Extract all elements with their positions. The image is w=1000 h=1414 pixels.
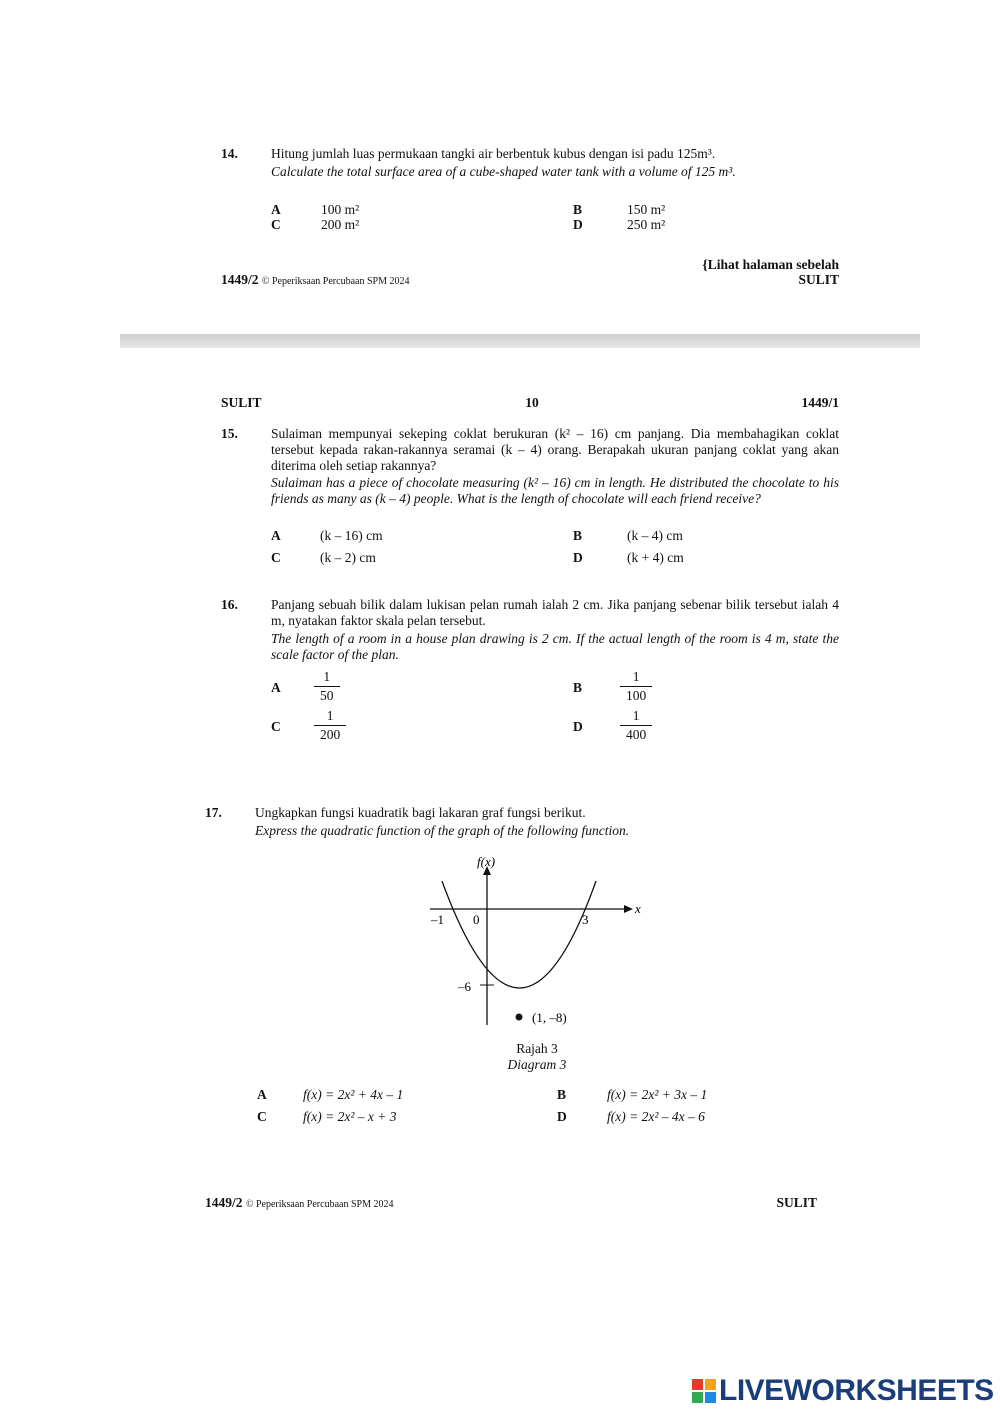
q14-option-a-text: 100 m² [321,202,360,217]
question-17-number: 17. [205,805,222,820]
x-axis-arrow [624,905,633,913]
question-14-malay: Hitung jumlah luas permukaan tangki air berbentuk kubus dengan isi padu 125m³. [271,146,716,161]
question-15-number: 15. [221,426,238,441]
footer-2-sulit: SULIT [776,1195,817,1210]
logo-square-blue [705,1392,716,1403]
liveworksheets-logo[interactable] [692,1374,994,1408]
question-14-english: Calculate the total surface area of a cube-shaped water tank with a volume of 125 m³. [271,164,736,179]
q17-option-b-letter: B [557,1087,567,1102]
question-16-malay: Panjang sebuah bilik dalam lukisan pelan rumah ialah 2 cm. Jika panjang sebenar bilik tersebut ialah 4 m, nyatakan faktor skala pelan tersebut. [271,597,839,628]
q17-option-a-text: f(x) = 2x² + 4x – 1 [303,1087,404,1102]
q16-option-c-denominator: 200 [320,727,341,742]
q14-option-a-letter: A [271,202,281,217]
q17-option-a-letter: A [257,1087,267,1102]
q14-option-d-text: 250 m² [627,217,666,232]
footer-2-code: 1449/2 [205,1195,243,1210]
footer-1-sulit: SULIT [798,272,839,287]
label-minus-1: –1 [431,912,444,927]
q15-option-c-text: (k – 2) cm [320,550,376,565]
q14-option-c-letter: C [271,217,281,232]
q15-option-b-text: (k – 4) cm [627,528,683,543]
q16-option-b-fraction [620,668,652,705]
q16-option-a-letter: A [271,680,281,695]
q16-option-c-fraction [314,707,346,744]
question-17-english: Express the quadratic function of the graph of the following function. [255,823,630,838]
header-2-code: 1449/1 [801,395,839,410]
q15-option-a-text: (k – 16) cm [320,528,383,543]
question-16-english: The length of a room in a house plan drawing is 2 cm. If the actual length of the room is 4 m, state the scale factor of the plan. [271,631,839,662]
q17-option-c-text: f(x) = 2x² – x + 3 [303,1109,397,1124]
diagram-caption-english: Diagram 3 [507,1057,567,1072]
question-14-number: 14. [221,146,238,161]
q16-option-b-letter: B [573,680,583,695]
q15-option-b-letter: B [573,528,583,543]
q16-option-a-fraction [314,668,340,705]
footer-1-left [221,272,409,288]
footer-1-code: 1449/2 [221,272,259,287]
q17-option-d-text: f(x) = 2x² – 4x – 6 [607,1109,705,1124]
q16-option-d-fraction [620,707,652,744]
vertex-point [516,1014,523,1021]
label-3: 3 [582,912,589,927]
parabola-curve [442,881,596,988]
logo-square-orange [705,1379,716,1390]
q17-option-b-text: f(x) = 2x² + 3x – 1 [607,1087,708,1102]
question-15-english: Sulaiman has a piece of chocolate measuring (k² – 16) cm in length. He distributed the chocolate to his friends as many as (k – 4) people. What is the length of chocolate will each friend receive? [271,475,839,506]
q14-option-d-letter: D [573,217,583,232]
q16-option-d-letter: D [573,719,583,734]
q16-option-d-numerator: 1 [620,707,652,726]
q16-option-a-numerator: 1 [314,668,340,687]
label-vertex: (1, –8) [532,1010,567,1025]
question-16-number: 16. [221,597,238,612]
q14-option-c-text: 200 m² [321,217,360,232]
x-axis-label: x [635,901,641,916]
q16-option-a-denominator: 50 [320,688,334,703]
question-15-malay: Sulaiman mempunyai sekeping coklat berukuran (k² – 16) cm panjang. Dia membahagikan coklat tersebut kepada rakan-rakannya seramai (k – 4) orang. Berapakah ukuran panjang coklat yang akan diterima oleh setiap rakannya? [271,426,839,473]
page-number: 10 [525,395,539,410]
q16-option-d-denominator: 400 [626,727,647,742]
q16-option-c-letter: C [271,719,281,734]
question-17-malay: Ungkapkan fungsi kuadratik bagi lakaran graf fungsi berikut. [255,805,586,820]
label-origin: 0 [473,912,480,927]
q14-option-b-letter: B [573,202,583,217]
q15-option-d-letter: D [573,550,583,565]
footer-2-left [205,1195,393,1211]
q15-option-d-text: (k + 4) cm [627,550,684,565]
q15-option-c-letter: C [271,550,281,565]
page-divider [120,334,920,348]
diagram-caption-malay: Rajah 3 [516,1041,558,1056]
y-axis-label: f(x) [477,854,496,869]
q17-option-d-letter: D [557,1109,567,1124]
liveworksheets-logo-mark [692,1379,716,1403]
footer-1-copyright: © Peperiksaan Percubaan SPM 2024 [261,276,410,287]
q16-option-c-numerator: 1 [314,707,346,726]
quadratic-graph [420,850,660,1035]
q16-option-b-denominator: 100 [626,688,647,703]
see-next-page: {Lihat halaman sebelah [702,257,839,272]
label-minus-6: –6 [458,979,471,994]
logo-square-green [692,1392,703,1403]
liveworksheets-logo-text: LIVEWORKSHEETS [719,1374,994,1407]
header-2-sulit: SULIT [221,395,262,410]
q14-option-b-text: 150 m² [627,202,666,217]
logo-square-red [692,1379,703,1390]
q16-option-b-numerator: 1 [620,668,652,687]
footer-2-copyright: © Peperiksaan Percubaan SPM 2024 [245,1199,394,1210]
q15-option-a-letter: A [271,528,281,543]
q17-option-c-letter: C [257,1109,267,1124]
